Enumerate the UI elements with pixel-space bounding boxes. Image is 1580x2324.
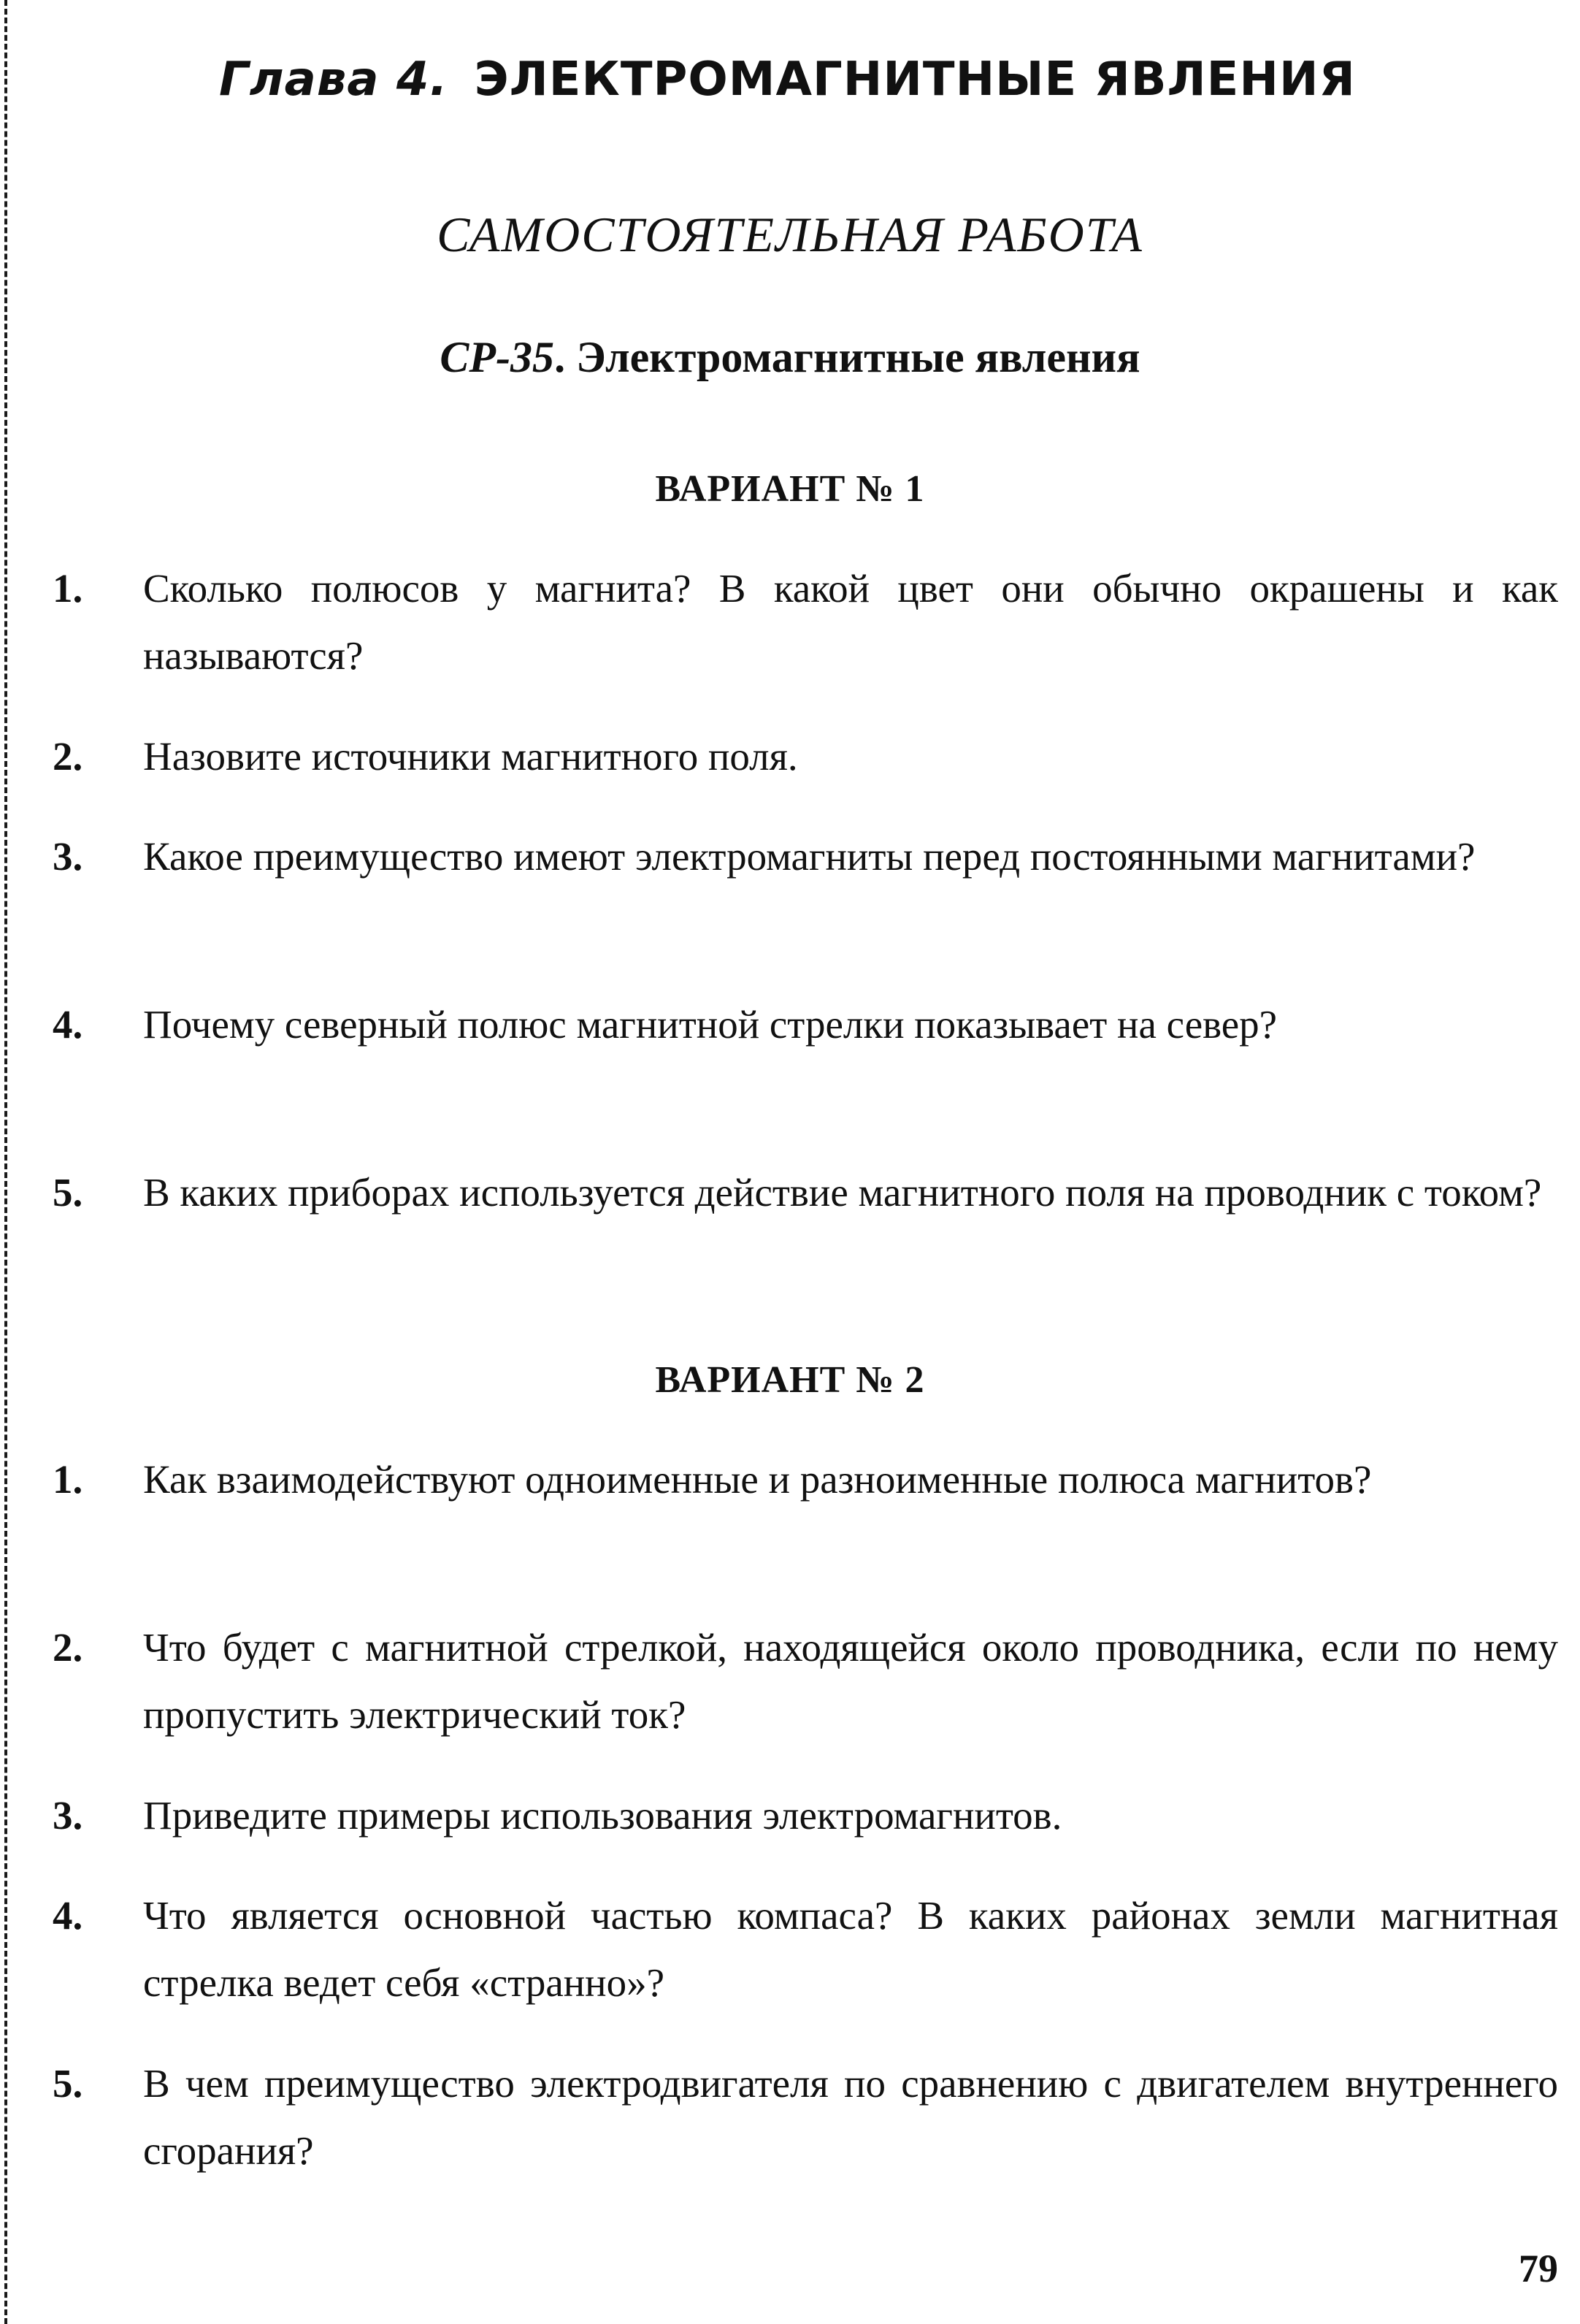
variant-1-question-5 [53,1159,1558,1226]
question-number: 4. [53,1002,83,1047]
variant-1-question-1 [53,555,1558,689]
question-text: Приведите примеры использования электромагнитов. [143,1793,1062,1838]
work-name: . Электромагнитные явления [554,333,1140,381]
question-text: Почему северный полюс магнитной стрелки показывает на север? [143,1002,1278,1047]
question-number: 5. [53,1170,83,1215]
variant-2-question-1 [53,1446,1558,1513]
variant-2-question-2 [53,1614,1558,1748]
page-number: 79 [1519,2247,1558,2290]
chapter-title: ЭЛЕКТРОМАГНИТНЫЕ ЯВЛЕНИЯ [474,53,1356,107]
question-text: Что является основной частью компаса? В каких районах земли магнитная стрелка ведет себя «странно»? [143,1893,1558,2005]
variant-1-heading: ВАРИАНТ № 1 [655,468,925,510]
question-number: 4. [53,1893,83,1938]
question-number: 3. [53,1793,83,1838]
question-number: 1. [53,566,83,611]
work-code: СР-35 [440,333,555,381]
variant-2-question-4 [53,1882,1558,2017]
variant-2-heading: ВАРИАНТ № 2 [655,1359,925,1401]
chapter-number: Глава 4. [219,53,448,107]
question-number: 3. [53,834,83,879]
question-text: В каких приборах используется действие магнитного поля на проводник с током? [143,1170,1542,1215]
chapter-heading [219,53,1356,107]
variant-1-question-2 [53,723,1558,790]
question-text: Назовите источники магнитного поля. [143,734,798,779]
question-number: 2. [53,1625,83,1670]
question-text: В чем преимущество электродвигателя по сравнению с двигателем внутреннего сгорания? [143,2061,1558,2173]
variant-1-question-3 [53,823,1558,890]
question-number: 5. [53,2061,83,2106]
section-title: САМОСТОЯТЕЛЬНАЯ РАБОТА [437,207,1143,262]
variant-2-question-3 [53,1782,1558,1849]
variant-2-question-5 [53,2050,1558,2185]
question-text: Что будет с магнитной стрелкой, находящейся около проводника, если по нему пропустить электрический ток? [143,1625,1558,1737]
question-text: Сколько полюсов у магнита? В какой цвет они обычно окрашены и как называются? [143,566,1558,678]
variant-1-question-4 [53,991,1558,1058]
work-title [0,332,1580,383]
question-text: Какое преимущество имеют электромагниты перед постоянными магнитами? [143,834,1476,879]
question-number: 1. [53,1457,83,1502]
question-text: Как взаимодействуют одноименные и разноименные полюса магнитов? [143,1457,1372,1502]
question-number: 2. [53,734,83,779]
